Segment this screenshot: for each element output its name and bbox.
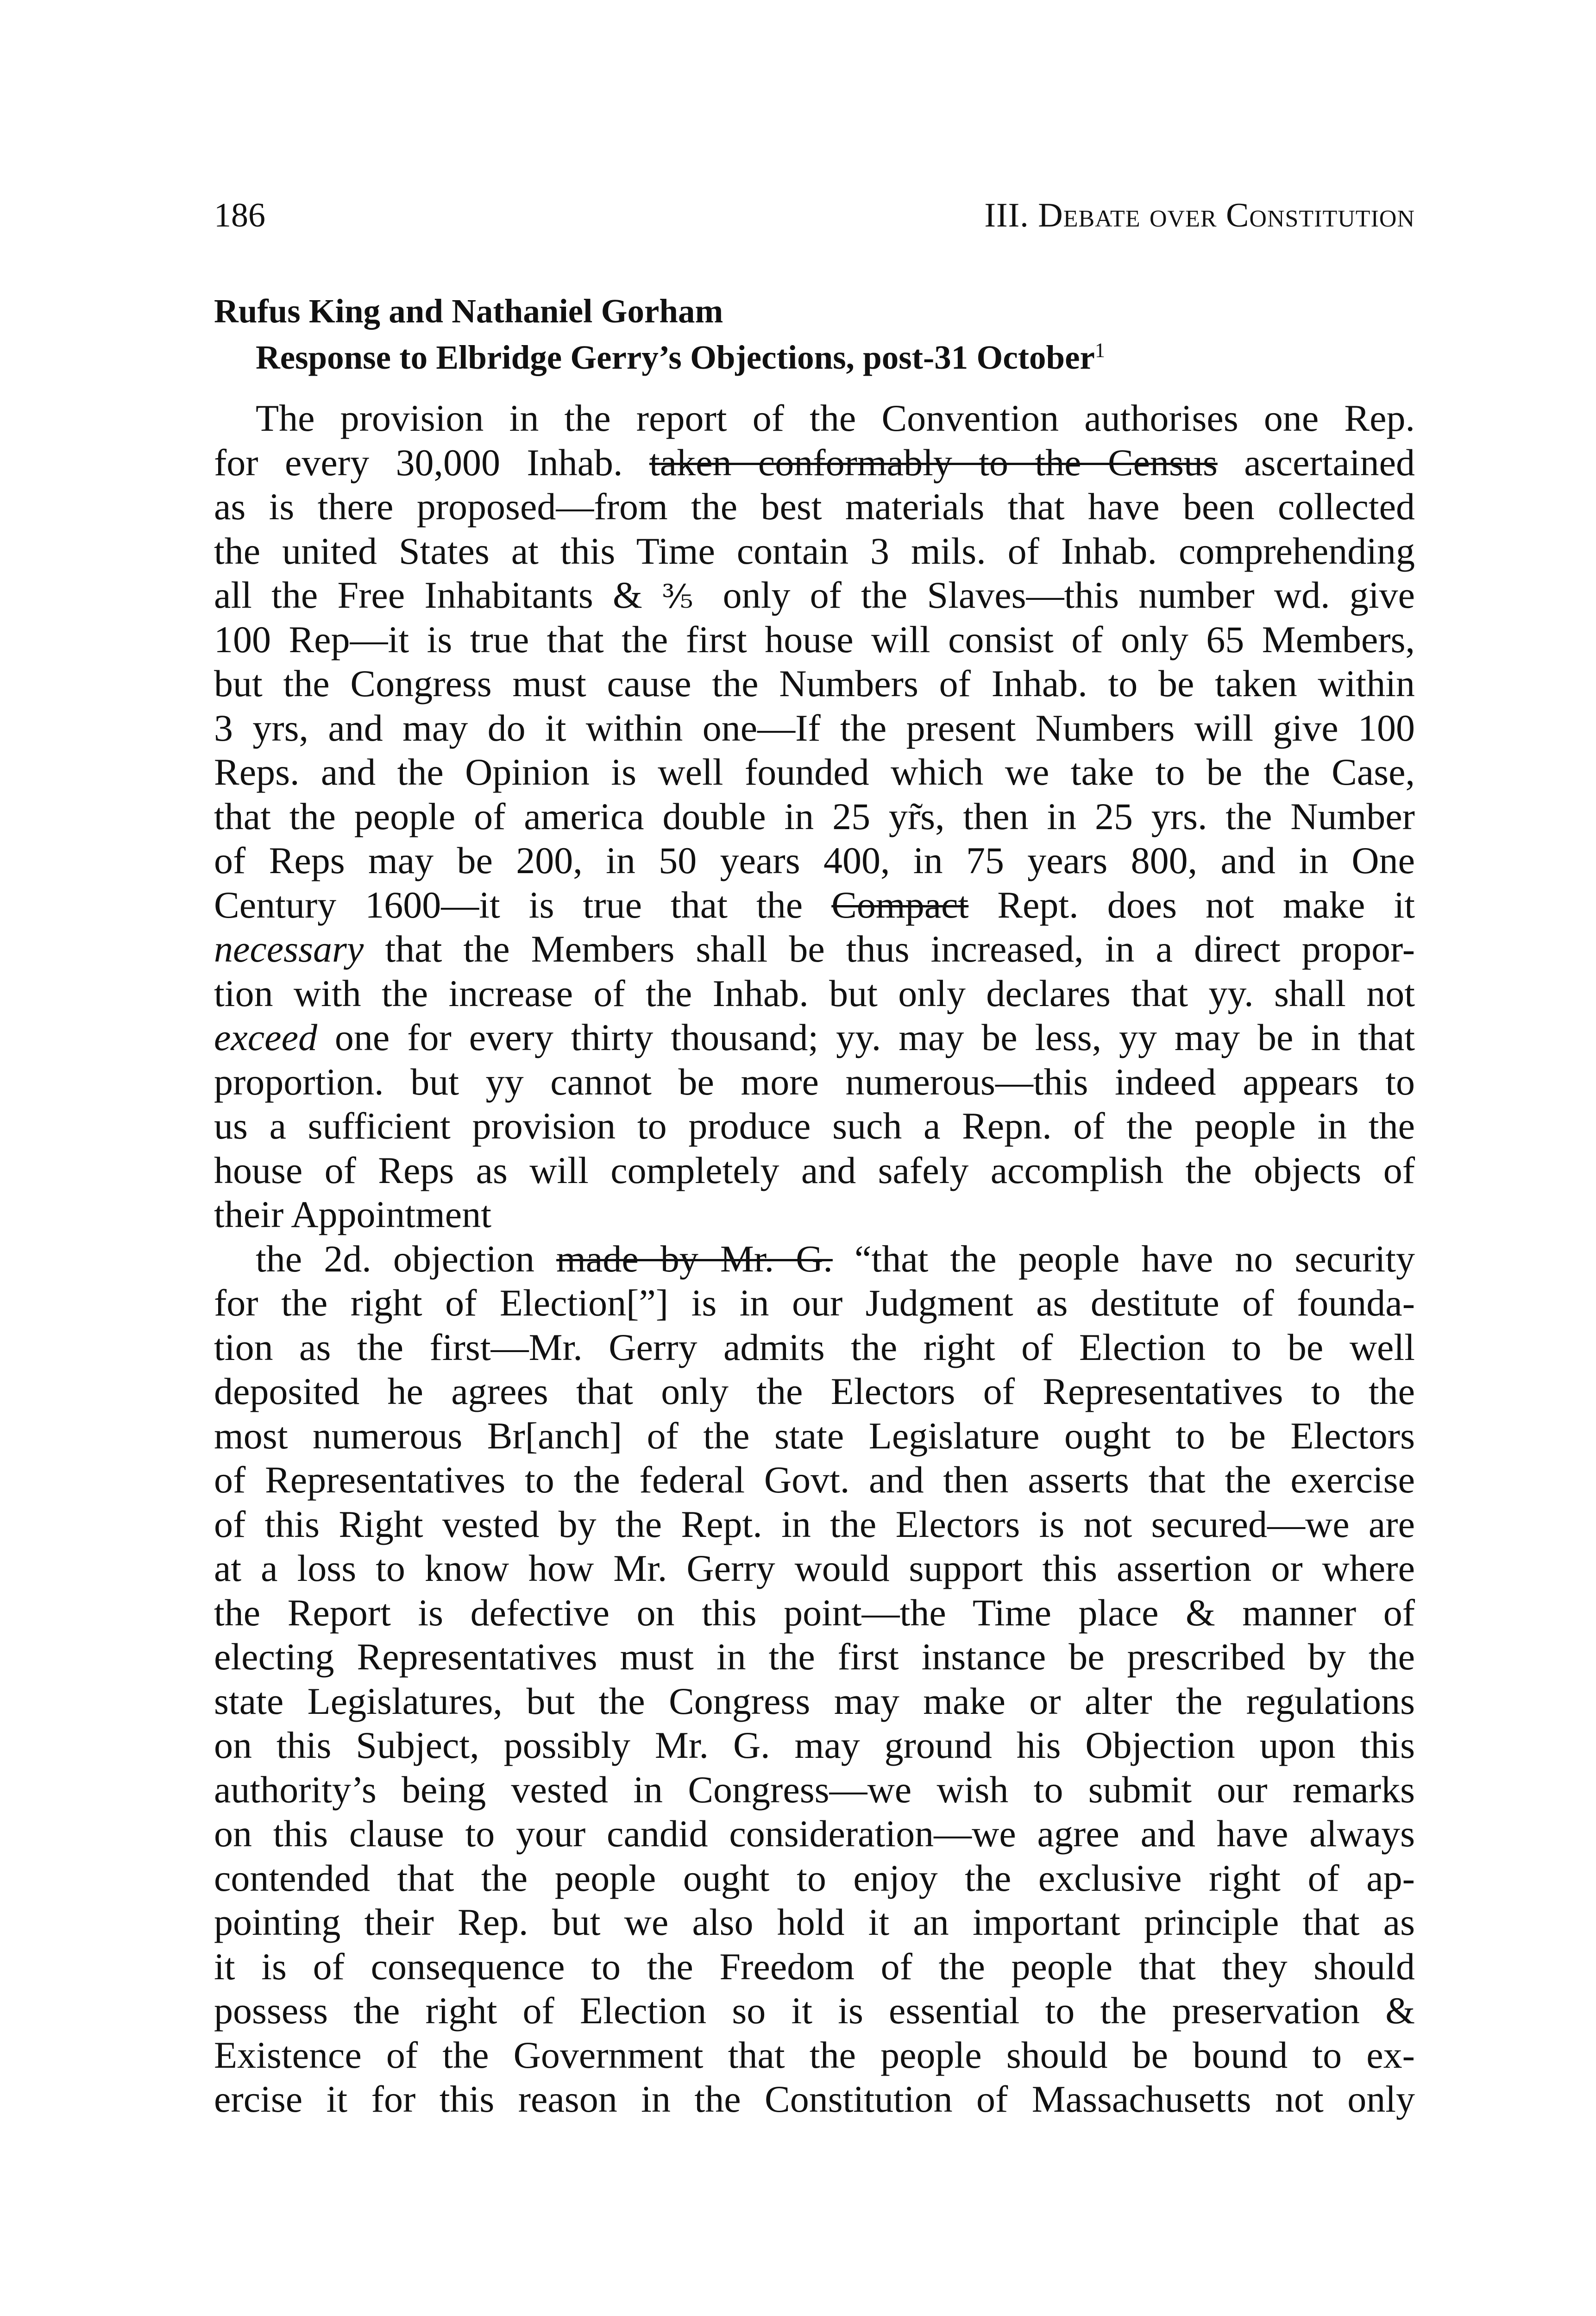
fraction-glyph: ⅗ <box>661 579 704 615</box>
text-line: deposited he agrees that only the Electors of Representatives to the <box>214 1370 1415 1412</box>
text-line: ercise it for this reason in the Constitution of Massachusetts not only <box>214 2078 1415 2120</box>
text-line: pointing their Rep. but we also hold it an important principle that as <box>214 1901 1415 1943</box>
text-line <box>214 1237 1415 1281</box>
text-run: Rept. does not make it <box>997 883 1415 926</box>
italic-text: necessary <box>214 928 364 970</box>
text-run: Century 1600—it is true that the <box>214 883 803 926</box>
text-line: house of Reps as will completely and safely accomplish the objects of <box>214 1149 1415 1191</box>
title-text: Response to Elbridge Gerry’s Objections, post-31 October <box>256 339 1095 376</box>
text-line: 3 yrs, and may do it within one—If the present Numbers will give 100 <box>214 706 1415 749</box>
text-run: for every 30,000 Inhab. <box>214 441 623 484</box>
text-line: 100 Rep—it is true that the first house will consist of only 65 Members, <box>214 618 1415 661</box>
text-line: of Reps may be 200, in 50 years 400, in 75 years 800, and in One <box>214 839 1415 881</box>
text-line: contended that the people ought to enjoy the exclusive right of ap- <box>214 1857 1415 1899</box>
text-line <box>214 573 1415 617</box>
text-line <box>214 441 1415 485</box>
text-line: on this Subject, possibly Mr. G. may ground his Objection upon this <box>214 1724 1415 1766</box>
footnote-marker: 1 <box>1094 339 1105 362</box>
struck-text: made by Mr. G. <box>556 1237 833 1280</box>
text-line: the united States at this Time contain 3 mils. of Inhab. comprehending <box>214 529 1415 572</box>
struck-text: taken conformably to the Census <box>649 441 1218 484</box>
text-line: but the Congress must cause the Numbers of Inhab. to be taken within <box>214 662 1415 705</box>
text-line: at a loss to know how Mr. Gerry would support this assertion or where <box>214 1547 1415 1589</box>
text-line <box>214 1015 1415 1060</box>
text-line: it is of consequence to the Freedom of the people that they should <box>214 1945 1415 1988</box>
author-line: Rufus King and Nathaniel Gorham <box>214 292 723 330</box>
text-line <box>214 927 1415 971</box>
running-head <box>214 195 1415 236</box>
text-line: their Appointment <box>214 1193 491 1235</box>
text-line: of this Right vested by the Rept. in the Electors is not secured—we are <box>214 1503 1415 1545</box>
text-run: “that the people have no security <box>855 1237 1415 1280</box>
text-run: one for every thirty thousand; yy. may be less, yy may be in that <box>334 1016 1415 1058</box>
text-line: most numerous Br[anch] of the state Legislature ought to be Electors <box>214 1414 1415 1457</box>
italic-text: exceed <box>214 1016 317 1058</box>
text-line: electing Representatives must in the first instance be prescribed by the <box>214 1636 1415 1678</box>
text-line: Reps. and the Opinion is well founded which we take to be the Case, <box>214 751 1415 793</box>
text-line: for the right of Election[”] is in our Judgment as destitute of founda- <box>214 1282 1415 1324</box>
body-text <box>214 396 1415 2121</box>
text-line: Existence of the Government that the people should be bound to ex- <box>214 2033 1415 2076</box>
title-line <box>214 334 1415 381</box>
text-line: tion as the first—Mr. Gerry admits the right of Election to be well <box>214 1326 1415 1368</box>
text-run: ascertained <box>1244 441 1415 484</box>
text-line: The provision in the report of the Convention authorises one Rep. <box>256 397 1415 439</box>
document-headings <box>214 288 1415 381</box>
text-run: only of the Slaves—this number wd. give <box>723 574 1415 616</box>
text-line: us a sufficient provision to produce such a Repn. of the people in the <box>214 1105 1415 1147</box>
text-line: tion with the increase of the Inhab. but only declares that yy. shall not <box>214 972 1415 1014</box>
text-run: the 2d. objection <box>256 1237 535 1280</box>
text-run: all the Free Inhabitants & <box>214 574 642 616</box>
text-line: possess the right of Election so it is essential to the preservation & <box>214 1989 1415 2032</box>
text-line: as is there proposed—from the best materials that have been collected <box>214 485 1415 528</box>
text-line: of Representatives to the federal Govt. and then asserts that the exercise <box>214 1459 1415 1501</box>
text-line: on this clause to your candid consideration—we agree and have always <box>214 1813 1415 1855</box>
text-line: authority’s being vested in Congress—we wish to submit our remarks <box>214 1768 1415 1811</box>
text-line: state Legislatures, but the Congress may make or alter the regulations <box>214 1680 1415 1722</box>
struck-text: Compact <box>831 883 969 926</box>
page-number: 186 <box>214 196 265 234</box>
text-line: proportion. but yy cannot be more numerous—this indeed appears to <box>214 1060 1415 1103</box>
text-line: that the people of america double in 25 yr̃s, then in 25 yrs. the Number <box>214 795 1415 837</box>
text-run: that the Members shall be thus increased, in a direct propor- <box>385 928 1415 970</box>
section-title: III. Debate over Constitution <box>984 196 1415 234</box>
text-line: the Report is defective on this point—the Time place & manner of <box>214 1591 1415 1634</box>
text-line <box>214 883 1415 927</box>
